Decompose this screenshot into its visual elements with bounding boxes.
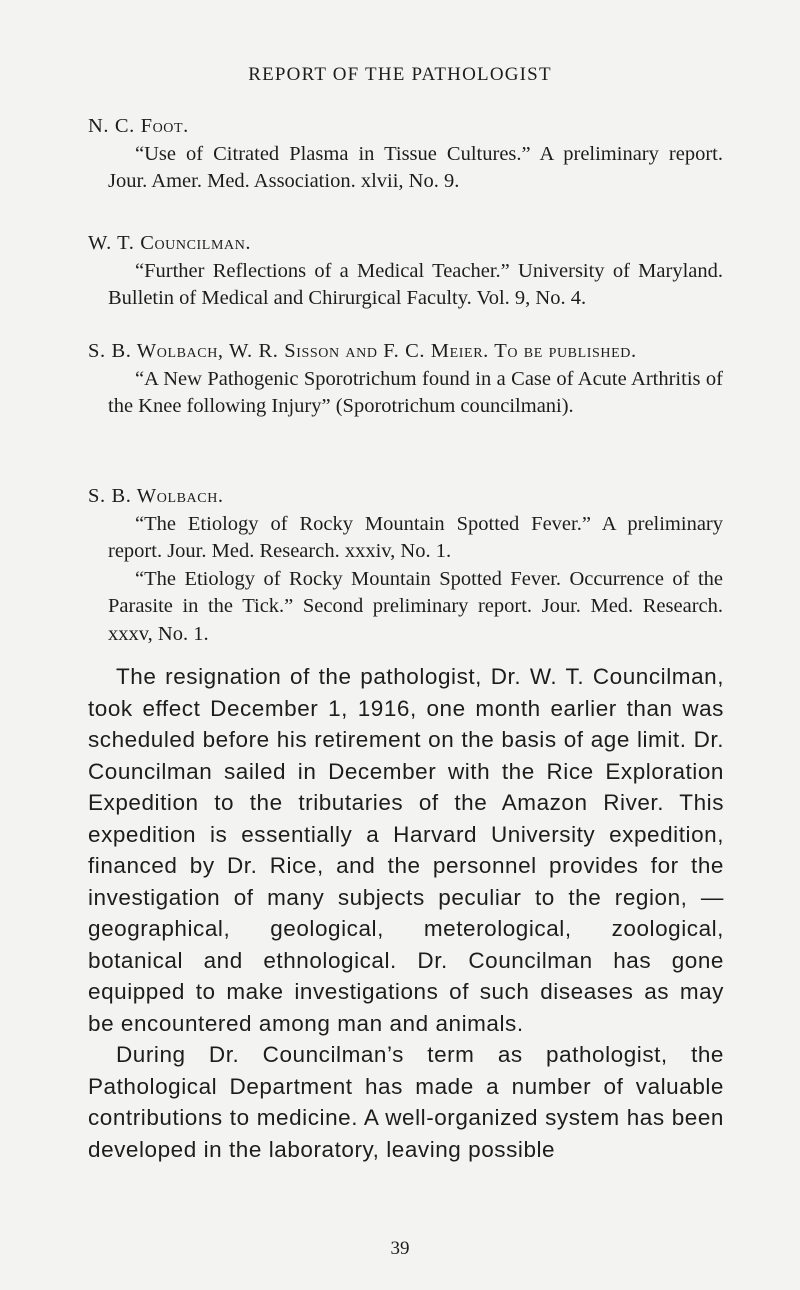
- page-number: 39: [390, 1238, 410, 1259]
- bibliography-entry-foot: [88, 113, 723, 196]
- entry-citation: “A New Pathogenic Sporotrichum found in a Case of Acute Arthritis of the Knee following Injury” (Sporotrichum councilmani).: [108, 367, 723, 417]
- bibliography-entry-wolbach: [88, 483, 723, 648]
- entry-author: W. T. Councilman.: [88, 232, 252, 254]
- entry-author: N. C. Foot.: [88, 115, 189, 137]
- entry-citation: “Further Reflections of a Medical Teacher.” University of Maryland. Bulletin of Medical and Chirurgical Faculty. Vol. 9, No. 4.: [108, 259, 723, 309]
- entry-citation: “The Etiology of Rocky Mountain Spotted Fever.” A preliminary report. Jour. Med. Research. xxxiv, No. 1.: [108, 512, 723, 562]
- body-text: [88, 661, 724, 1165]
- entry-citation: “Use of Citrated Plasma in Tissue Cultures.” A preliminary report. Jour. Amer. Med. Association. xlvii, No. 9.: [108, 142, 723, 192]
- body-paragraph: The resignation of the pathologist, Dr. W. T. Councilman, took effect December 1, 1916, one month earlier than was scheduled before his retirement on the basis of age limit. Dr. Councilman sailed in December with the Rice Exploration Expedition to the tributaries of the Amazon River. This expedition is essentially a Harvard University expedition, financed by Dr. Rice, and the personnel provides for the investigation of many subjects peculiar to the region, — geographical, geological, meterological, zoological, botanical and ethnological. Dr. Councilman has gone equipped to make investigations of such diseases as may be encountered among man and animals.: [88, 664, 724, 1036]
- entry-author: S. B. Wolbach.: [88, 485, 224, 507]
- entry-citation: “The Etiology of Rocky Mountain Spotted Fever. Occurrence of the Parasite in the Tick.” Second preliminary report. Jour. Med. Research. xxxv, No. 1.: [108, 567, 723, 645]
- entry-author: S. B. Wolbach, W. R. Sisson and F. C. Meier. To be published.: [88, 340, 637, 362]
- bibliography-entry-councilman: [88, 230, 723, 313]
- bibliography-entry-wolbach-sisson-meier: [88, 338, 723, 421]
- running-head: REPORT OF THE PATHOLOGIST: [248, 64, 552, 85]
- body-paragraph: During Dr. Councilman’s term as pathologist, the Pathological Department has made a number of valuable contributions to medicine. A well-organized system has been developed in the laboratory, leaving possible: [88, 1042, 724, 1162]
